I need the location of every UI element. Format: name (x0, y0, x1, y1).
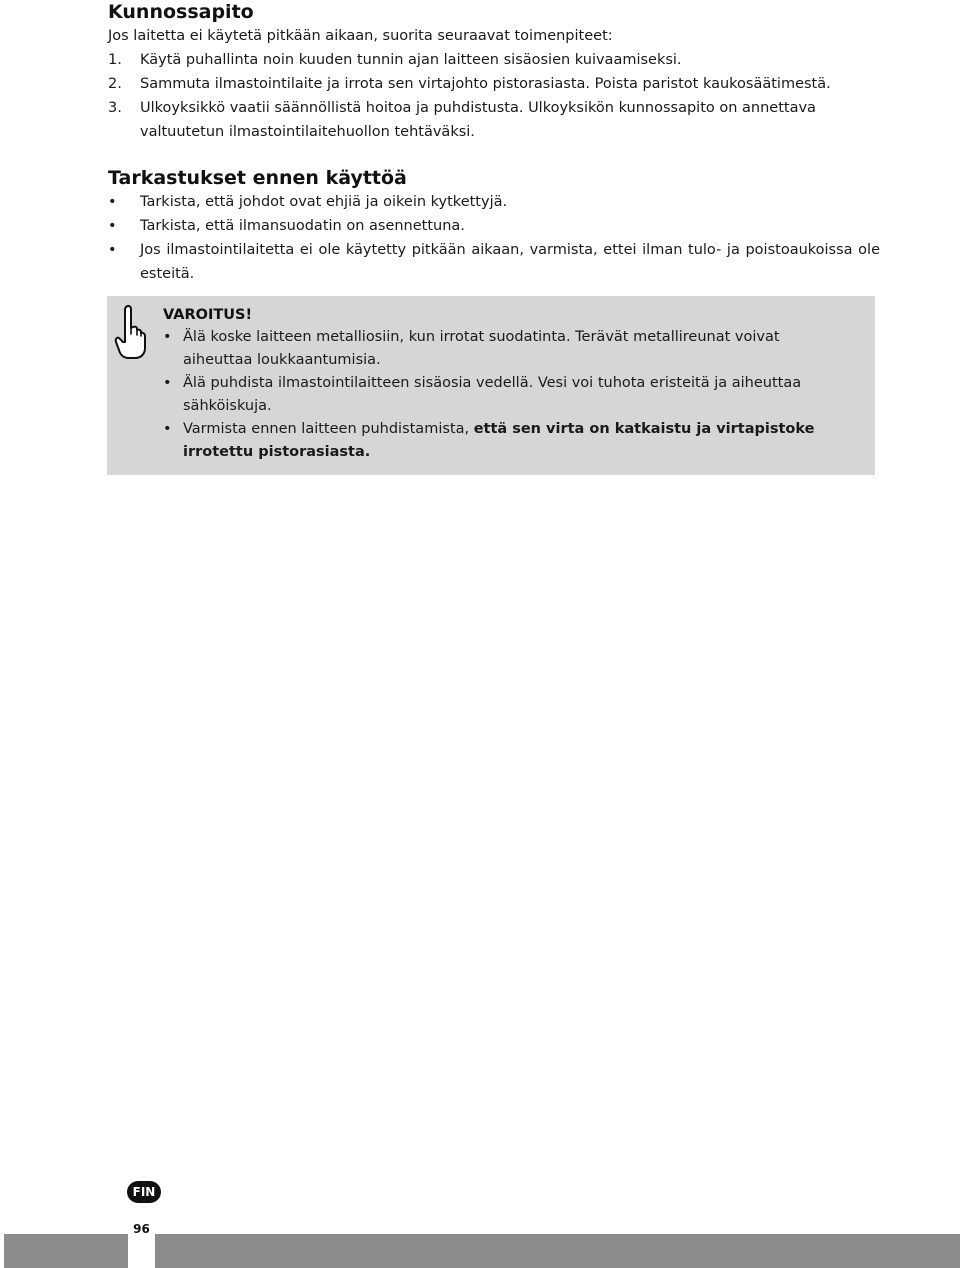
step-number: 3. (108, 100, 122, 116)
step-text: Sammuta ilmastointilaite ja irrota sen virtajohto pistorasiasta. Poista paristot kaukosäätimestä. (140, 76, 831, 92)
step-text: Käytä puhallinta noin kuuden tunnin ajan laitteen sisäosien kuivaamiseksi. (140, 52, 682, 68)
page-content (108, 0, 880, 286)
language-badge: FIN (127, 1181, 161, 1203)
warning-list (163, 326, 853, 463)
list-item (108, 96, 880, 144)
list-item (108, 48, 880, 72)
warning-emphasis: että sen virta on katkaistu ja virtapistoke irrotettu pistorasiasta. (183, 421, 815, 460)
maintenance-steps (108, 48, 880, 144)
list-item (163, 418, 853, 463)
maintenance-intro: Jos laitetta ei käytetä pitkään aikaan, suorita seuraavat toimenpiteet: (108, 28, 613, 44)
warning-text: Varmista ennen laitteen puhdistamista, (183, 421, 474, 437)
step-text: Ulkoyksikkö vaatii säännöllistä hoitoa ja puhdistusta. Ulkoyksikön kunnossapito on annettava valtuutetun ilmastointilaitehuollon tehtäväksi. (140, 100, 816, 140)
pointing-hand-icon (113, 304, 147, 360)
step-number: 1. (108, 52, 122, 68)
list-item (163, 372, 853, 417)
list-item (108, 238, 880, 286)
list-item (108, 72, 880, 96)
check-text: Tarkista, että ilmansuodatin on asennettuna. (140, 218, 465, 234)
bullet: • (108, 194, 117, 210)
warning-body (163, 304, 853, 464)
bullet: • (163, 375, 172, 391)
warning-text: Älä koske laitteen metalliosiin, kun irrotat suodatinta. Terävät metallireunat voivat aiheuttaa loukkaantumisia. (183, 329, 780, 368)
bullet: • (163, 329, 172, 345)
list-item (108, 190, 880, 214)
checks-section (108, 166, 880, 286)
warning-box (107, 296, 875, 475)
list-item (108, 214, 880, 238)
warning-title: VAROITUS! (163, 307, 253, 323)
footer-bar-edge (0, 1234, 4, 1268)
step-number: 2. (108, 76, 122, 92)
bullet: • (108, 218, 117, 234)
maintenance-heading: Kunnossapito (108, 1, 254, 23)
page-number: 96 (133, 1222, 150, 1236)
check-text: Jos ilmastointilaitetta ei ole käytetty pitkään aikaan, varmista, ettei ilman tulo- ja poistoaukoissa ole esteitä. (140, 242, 880, 282)
bullet: • (163, 421, 172, 437)
check-text: Tarkista, että johdot ovat ehjiä ja oikein kytkettyjä. (140, 194, 508, 210)
list-item (163, 326, 853, 371)
checks-list (108, 190, 880, 286)
checks-heading: Tarkastukset ennen käyttöä (108, 167, 407, 189)
bullet: • (108, 242, 117, 258)
warning-text: Älä puhdista ilmastointilaitteen sisäosia vedellä. Vesi voi tuhota eristeitä ja aiheuttaa sähköiskuja. (183, 375, 802, 414)
